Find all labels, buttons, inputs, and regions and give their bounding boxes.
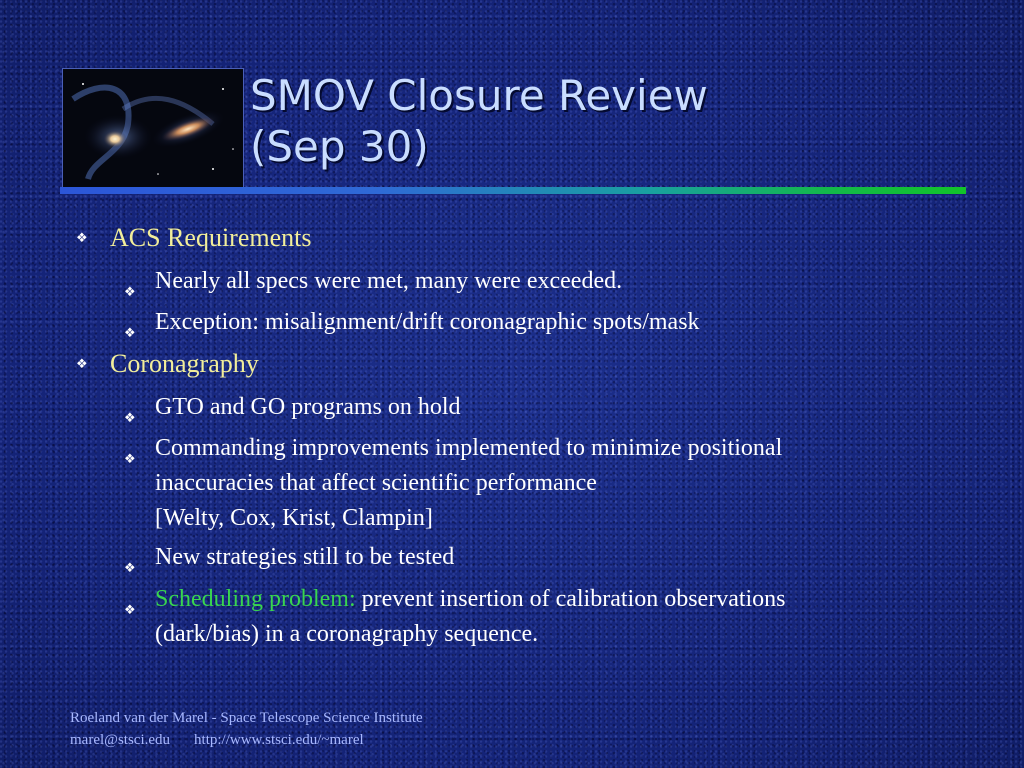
title-line-2: (Sep 30) [250,122,429,171]
diamond-bullet-icon: ❖ [124,603,136,618]
diamond-bullet-icon: ❖ [124,561,136,576]
footer-url: http://www.stsci.edu/~marel [194,732,364,748]
commanding-text: Commanding improvements implemented to minimize positional inaccuracies that affect scientific performance [155,435,783,496]
diamond-bullet-icon: ❖ [124,326,136,341]
galaxy-image [62,68,244,188]
list-item-text [155,431,895,536]
section-heading-text: Coronagraphy [110,349,259,378]
list-item-text [155,582,895,652]
scheduling-text: prevent insertion of calibration observations (dark/bias) in a coronagraphy sequence. [155,586,786,647]
footer-email: marel@stsci.edu [70,732,171,748]
diamond-bullet-icon: ❖ [76,357,88,372]
diamond-bullet-icon: ❖ [124,285,136,300]
footer-author: Roeland van der Marel - Space Telescope Science Institute [70,710,423,726]
authors-text: [Welty, Cox, Krist, Clampin] [155,505,433,531]
highlight-text: Scheduling problem: [155,586,356,612]
footer [70,707,423,751]
list-item-text: New strategies still to be tested [155,544,455,570]
slide-title [250,70,970,172]
title-line-1: SMOV Closure Review [250,71,708,120]
diamond-bullet-icon: ❖ [124,411,136,426]
title-divider [60,187,966,194]
list-item-text: GTO and GO programs on hold [155,394,461,420]
list-item-text: Nearly all specs were met, many were exceeded. [155,268,623,294]
diamond-bullet-icon: ❖ [124,452,136,467]
section-heading-text: ACS Requirements [110,223,312,252]
galaxy-picture [63,69,243,187]
list-item-text: Exception: misalignment/drift coronagraphic spots/mask [155,309,700,335]
footer-contact [70,729,423,751]
diamond-bullet-icon: ❖ [76,231,88,246]
